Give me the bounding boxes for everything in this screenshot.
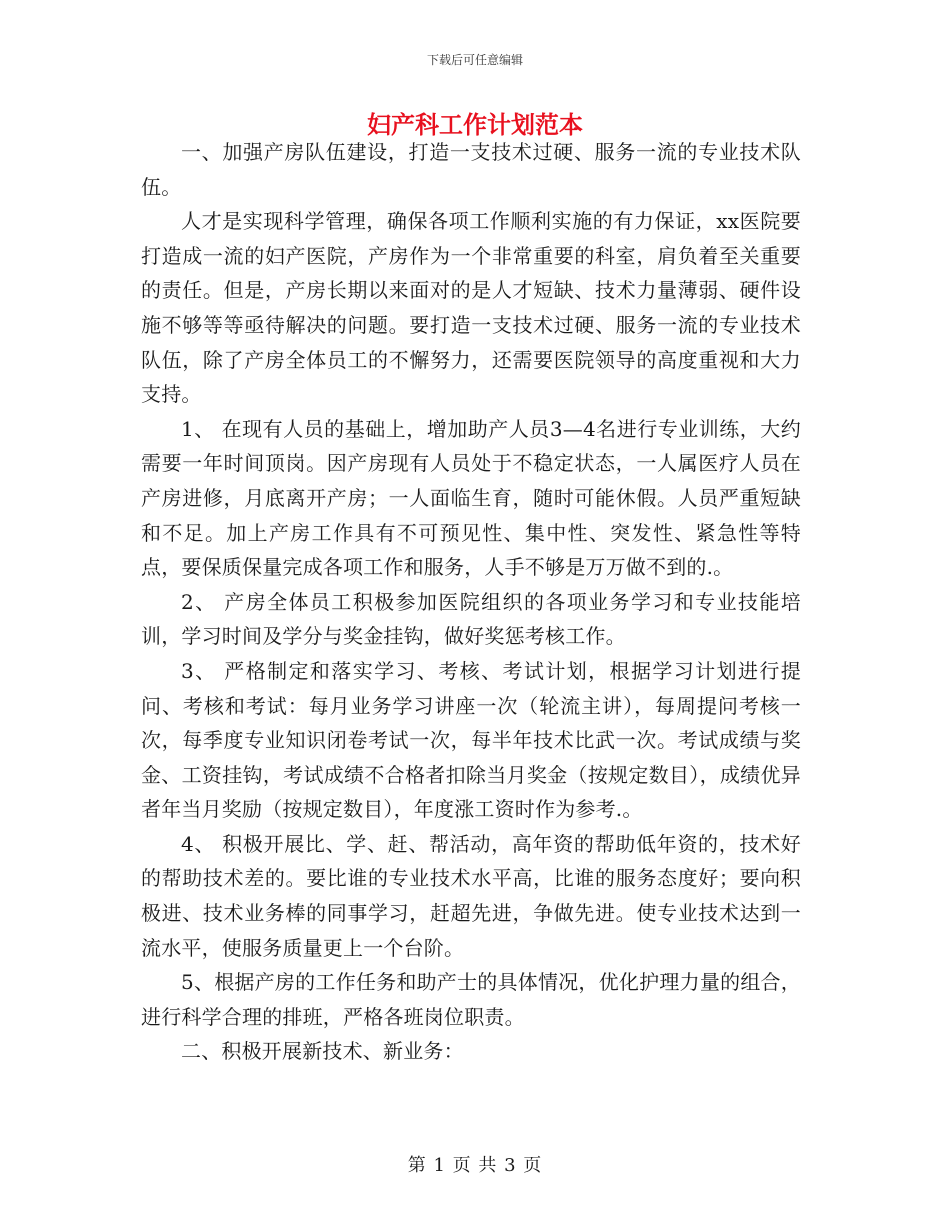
paragraph-section-2-heading: 二、积极开展新技术、新业务： — [181, 1039, 464, 1064]
paragraph-item-2: 2、 产房全体员工积极参加医院组织的各项业务学习和专业技能培训，学习时间及学分与奖金挂钩，做好奖惩考核工作。 — [141, 589, 801, 649]
paragraph-section-1-heading: 一、加强产房队伍建设，打造一支技术过硬、服务一流的专业技术队伍。 — [141, 140, 801, 199]
paragraph-item-3: 3、 严格制定和落实学习、考核、考试计划，根据学习计划进行提问、考核和考试：每月业务学习讲座一次（轮流主讲），每周提问考核一次，每季度专业知识闭卷考试一次，每半年技术比武一次。考试成绩与奖金、工资挂钩，考试成绩不合格者扣除当月奖金（按规定数目），成绩优异者年当月奖励（按规定数目），年度涨工资时作为参考.。 — [141, 658, 801, 822]
paragraph-talent-intro: 人才是实现科学管理，确保各项工作顺利实施的有力保证，xx医院要打造成一流的妇产医院，产房作为一个非常重要的科室，肩负着至关重要的责任。但是，产房长期以来面对的是人才短缺、技术力量薄弱、硬件设施不够等等亟待解决的问题。要打造一支技术过硬、服务一流的专业技术队伍，除了产房全体员工的不懈努力，还需要医院领导的高度重视和大力支持。 — [141, 209, 801, 407]
page-number: 第 1 页 共 3 页 — [407, 1155, 543, 1176]
paragraph-item-1: 1、 在现有人员的基础上，增加助产人员3—4名进行专业训练，大约需要一年时间顶岗。因产房现有人员处于不稳定状态，一人属医疗人员在产房进修，月底离开产房；一人面临生育，随时可能休假。人员严重短缺和不足。加上产房工作具有不可预见性、集中性、突发性、紧急性等特点，要保质保量完成各项工作和服务，人手不够是万万做不到的.。 — [141, 416, 801, 580]
header-note: 下载后可任意编辑 — [426, 53, 523, 67]
paragraph-item-5: 5、根据产房的工作任务和助产士的具体情况，优化护理力量的组合，进行科学合理的排班，严格各班岗位职责。 — [141, 970, 801, 1029]
document-body — [141, 135, 801, 1069]
document-title: 妇产科工作计划范本 — [367, 110, 583, 139]
paragraph-item-4: 4、 积极开展比、学、赶、帮活动，高年资的帮助低年资的，技术好的帮助技术差的。要比谁的专业技术水平高，比谁的服务态度好；要向积极进、技术业务棒的同事学习，赶超先进，争做先进。使专业技术达到一流水平，使服务质量更上一个台阶。 — [141, 831, 801, 960]
